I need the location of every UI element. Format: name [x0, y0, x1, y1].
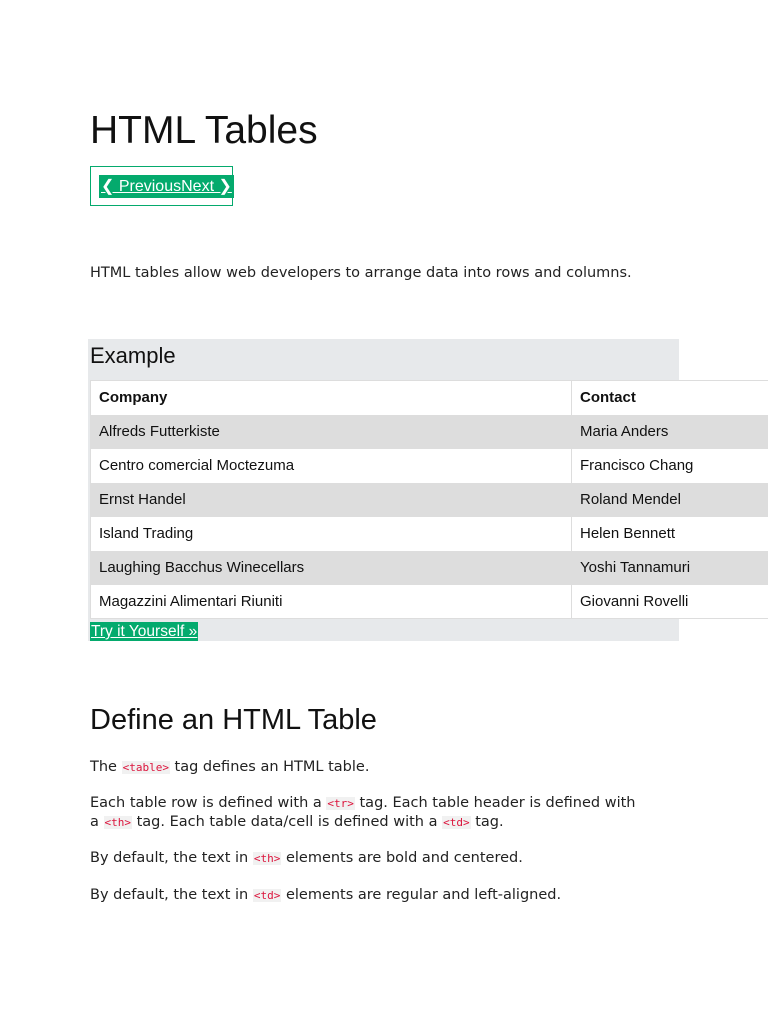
- text: By default, the text in: [90, 887, 253, 903]
- text: The: [90, 759, 122, 775]
- paragraph-tr-tag-line2: [90, 812, 504, 833]
- column-header-company: Company: [91, 381, 572, 415]
- text: elements are regular and left-aligned.: [281, 887, 562, 903]
- table-row: [91, 551, 768, 585]
- text: tag defines an HTML table.: [169, 759, 370, 775]
- next-link[interactable]: Next ❯: [181, 178, 232, 195]
- cell-contact: Giovanni Rovelli: [572, 585, 768, 619]
- paragraph-table-tag: [90, 757, 369, 778]
- example-table: [90, 380, 768, 619]
- prev-next-nav: [90, 166, 233, 206]
- table-header-row: [91, 381, 768, 415]
- cell-company: Alfreds Futterkiste: [91, 415, 572, 449]
- page-title: HTML Tables: [90, 109, 318, 152]
- code-th-tag: <th>: [104, 816, 131, 829]
- previous-link[interactable]: ❮ Previous: [101, 178, 182, 195]
- paragraph-th-default: [90, 848, 523, 869]
- cell-company: Ernst Handel: [91, 483, 572, 517]
- prev-next-links: [99, 175, 234, 198]
- code-table-tag: <table>: [122, 761, 169, 774]
- column-header-contact: Contact: [572, 381, 768, 415]
- code-th-tag: <th>: [253, 852, 281, 865]
- text: Each table row is defined with a: [90, 795, 327, 811]
- cell-contact: Roland Mendel: [572, 483, 768, 517]
- cell-company: Centro comercial Moctezuma: [91, 449, 572, 483]
- cell-contact: Helen Bennett: [572, 517, 768, 551]
- intro-paragraph: HTML tables allow web developers to arrange data into rows and columns.: [90, 265, 632, 281]
- cell-contact: Maria Anders: [572, 415, 768, 449]
- table-row: [91, 449, 768, 483]
- define-section-title: Define an HTML Table: [90, 704, 377, 736]
- try-it-yourself-button[interactable]: Try it Yourself »: [91, 623, 198, 640]
- text: tag.: [470, 814, 504, 830]
- example-heading: Example: [90, 343, 176, 368]
- code-td-tag: <td>: [443, 816, 470, 829]
- paragraph-tr-tag-line1: [90, 793, 635, 814]
- cell-contact: Francisco Chang: [572, 449, 768, 483]
- text: By default, the text in: [90, 850, 253, 866]
- table-row: [91, 585, 768, 619]
- cell-contact: Yoshi Tannamuri: [572, 551, 768, 585]
- code-td-tag: <td>: [253, 889, 281, 902]
- cell-company: Magazzini Alimentari Riuniti: [91, 585, 572, 619]
- text: a: [90, 814, 104, 830]
- text: tag. Each table header is defined with: [354, 795, 636, 811]
- table-row: [91, 483, 768, 517]
- cell-company: Laughing Bacchus Winecellars: [91, 551, 572, 585]
- text: tag. Each table data/cell is defined with a: [132, 814, 443, 830]
- code-tr-tag: <tr>: [327, 797, 354, 810]
- text: elements are bold and centered.: [281, 850, 523, 866]
- cell-company: Island Trading: [91, 517, 572, 551]
- table-row: [91, 517, 768, 551]
- paragraph-td-default: [90, 885, 561, 906]
- table-row: [91, 415, 768, 449]
